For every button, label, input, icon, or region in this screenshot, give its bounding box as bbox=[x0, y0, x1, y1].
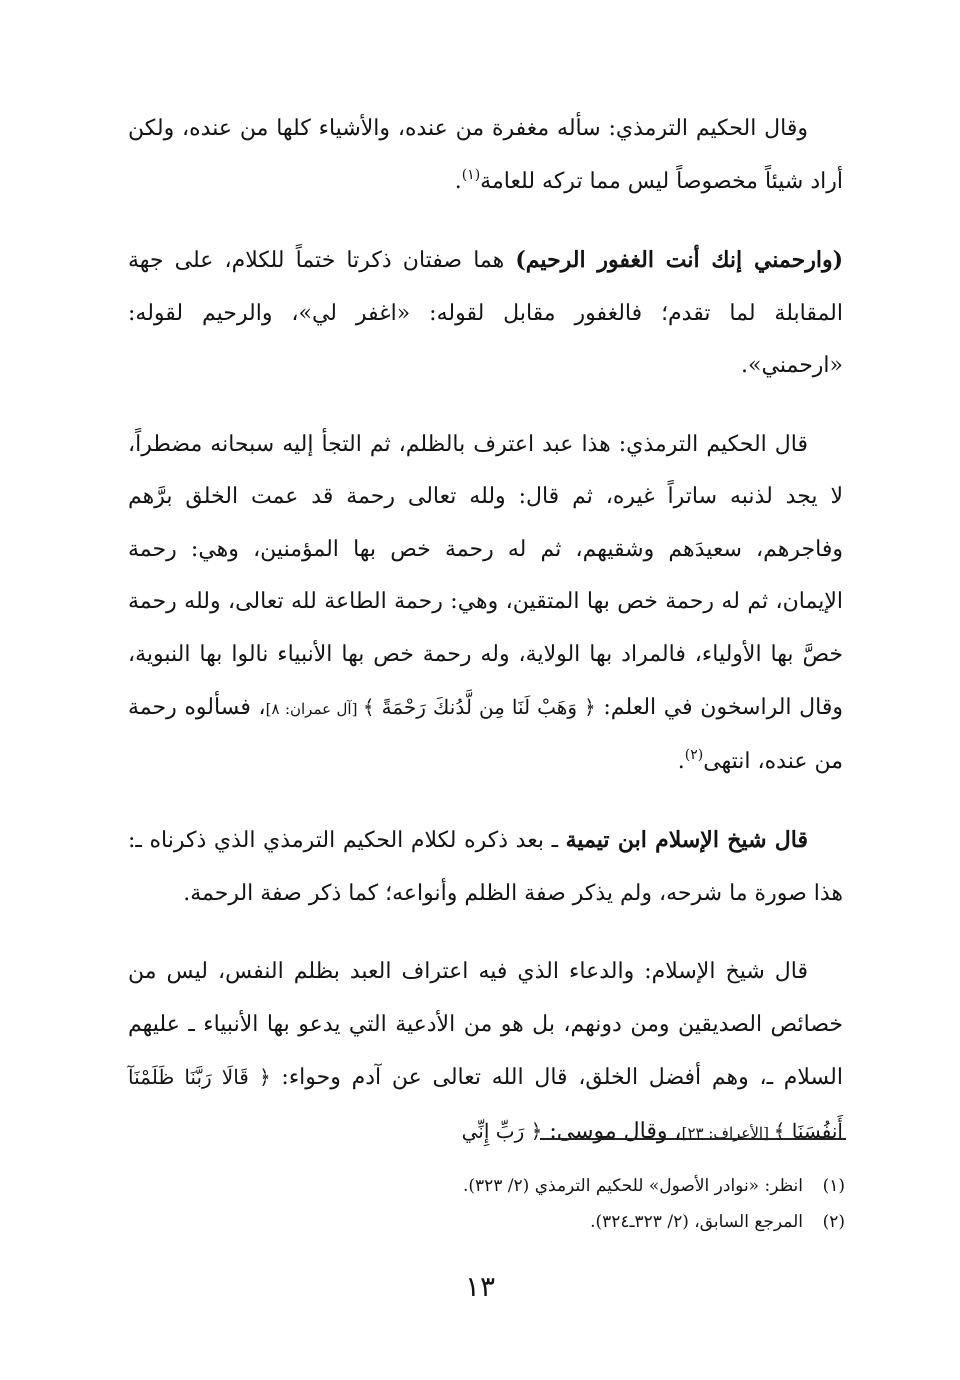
text: ، وقال موسى: bbox=[542, 1118, 682, 1144]
footnote-number: (٢) bbox=[822, 1212, 845, 1232]
footnote-2 bbox=[300, 1204, 845, 1240]
quran-verse: ﴿ رَبِّ إِنِّي bbox=[461, 1118, 543, 1143]
bold-phrase: (وارحمني إنك أنت الغفور الرحيم) bbox=[515, 247, 844, 273]
paragraph-5 bbox=[128, 946, 843, 1159]
verse-citation: [الأعراف: ٢٣] bbox=[681, 1123, 774, 1142]
quran-verse: ﴿ قَالَا رَبَّنَا ظَلَمْنَآ أَنفُسَنَا ﴾ bbox=[128, 1065, 843, 1143]
text: قال شيخ الإسلام: والدعاء الذي فيه اعتراف العبد بظلم النفس، ليس من خصائص الصديقين ومن دونهم، بل هو من الأدعية التي يدعو بها الأنبياء ـ عليهم السلام ـ، وهم أفضل الخلق، قال الله تعالى عن آدم وحواء: bbox=[128, 959, 843, 1090]
text: . bbox=[677, 748, 685, 774]
paragraph-1 bbox=[128, 103, 843, 208]
footnote-ref-2[interactable]: (٢) bbox=[684, 746, 704, 763]
bold-phrase: قال شيخ الإسلام ابن تيمية bbox=[565, 827, 808, 853]
text: وقال الحكيم الترمذي: سأله مغفرة من عنده، والأشياء كلها من عنده، ولكن أراد شيئاً مخصوصاً ليس مما تركه للعامة bbox=[128, 116, 843, 194]
main-text bbox=[128, 103, 843, 1185]
paragraph-4 bbox=[128, 814, 843, 920]
footnote-text: المرجع السابق، (٢/ ٣٢٣ـ٣٢٤). bbox=[590, 1212, 803, 1232]
footnote-ref-1[interactable]: (١) bbox=[461, 166, 481, 183]
footnote-number: (١) bbox=[822, 1176, 845, 1196]
paragraph-3 bbox=[128, 419, 843, 789]
text: ـ بعد ذكره لكلام الحكيم الترمذي الذي ذكرناه ـ: هذا صورة ما شرحه، ولم يذكر صفة الظلم وأنواعه؛ كما ذكر صفة الرحمة. bbox=[128, 828, 843, 906]
footnote-divider bbox=[540, 1138, 846, 1140]
verse-citation: [آل عمران: ٨] bbox=[265, 700, 363, 718]
footnote-text: انظر: «نوادر الأصول» للحكيم الترمذي (٢/ ٣٢٣). bbox=[462, 1176, 803, 1196]
page-number: ١٣ bbox=[464, 1270, 496, 1303]
footnotes bbox=[300, 1168, 845, 1240]
text: ، فسألوه رحمة من عنده، انتهى bbox=[128, 695, 843, 774]
text: هما صفتان ذكرتا ختماً للكلام، على جهة المقابلة لما تقدم؛ فالغفور مقابل لقوله: «اغفر لي»، والرحيم لقوله: «ارحمني». bbox=[128, 248, 843, 378]
text: . bbox=[454, 168, 462, 194]
paragraph-2 bbox=[128, 234, 843, 393]
text: قال الحكيم الترمذي: هذا عبد اعترف بالظلم، ثم التجأ إليه سبحانه مضطراً، لا يجد لذنبه ساتراً غيره، ثم قال: ولله تعالى رحمة قد عمت الخلق برَّهم وفاجرهم، سعيدَهم وشقيهم، ثم له رحمة خص بها المؤمنين، وهي: رحمة الإيمان، ثم له رحمة خص بها المتقين، وهي: رحمة الطاعة لله تعالى، ولله رحمة خصَّ بها الأولياء، فالمراد بها الولاية، وله رحمة خص بها الأنبياء نالوا بها النبوية، وقال الراسخون في العلم: bbox=[128, 431, 844, 720]
footnote-1 bbox=[300, 1168, 845, 1204]
quran-verse: ﴿ وَهَبْ لَنَا مِن لَّدُنكَ رَحْمَةً ﴾ bbox=[362, 695, 596, 719]
